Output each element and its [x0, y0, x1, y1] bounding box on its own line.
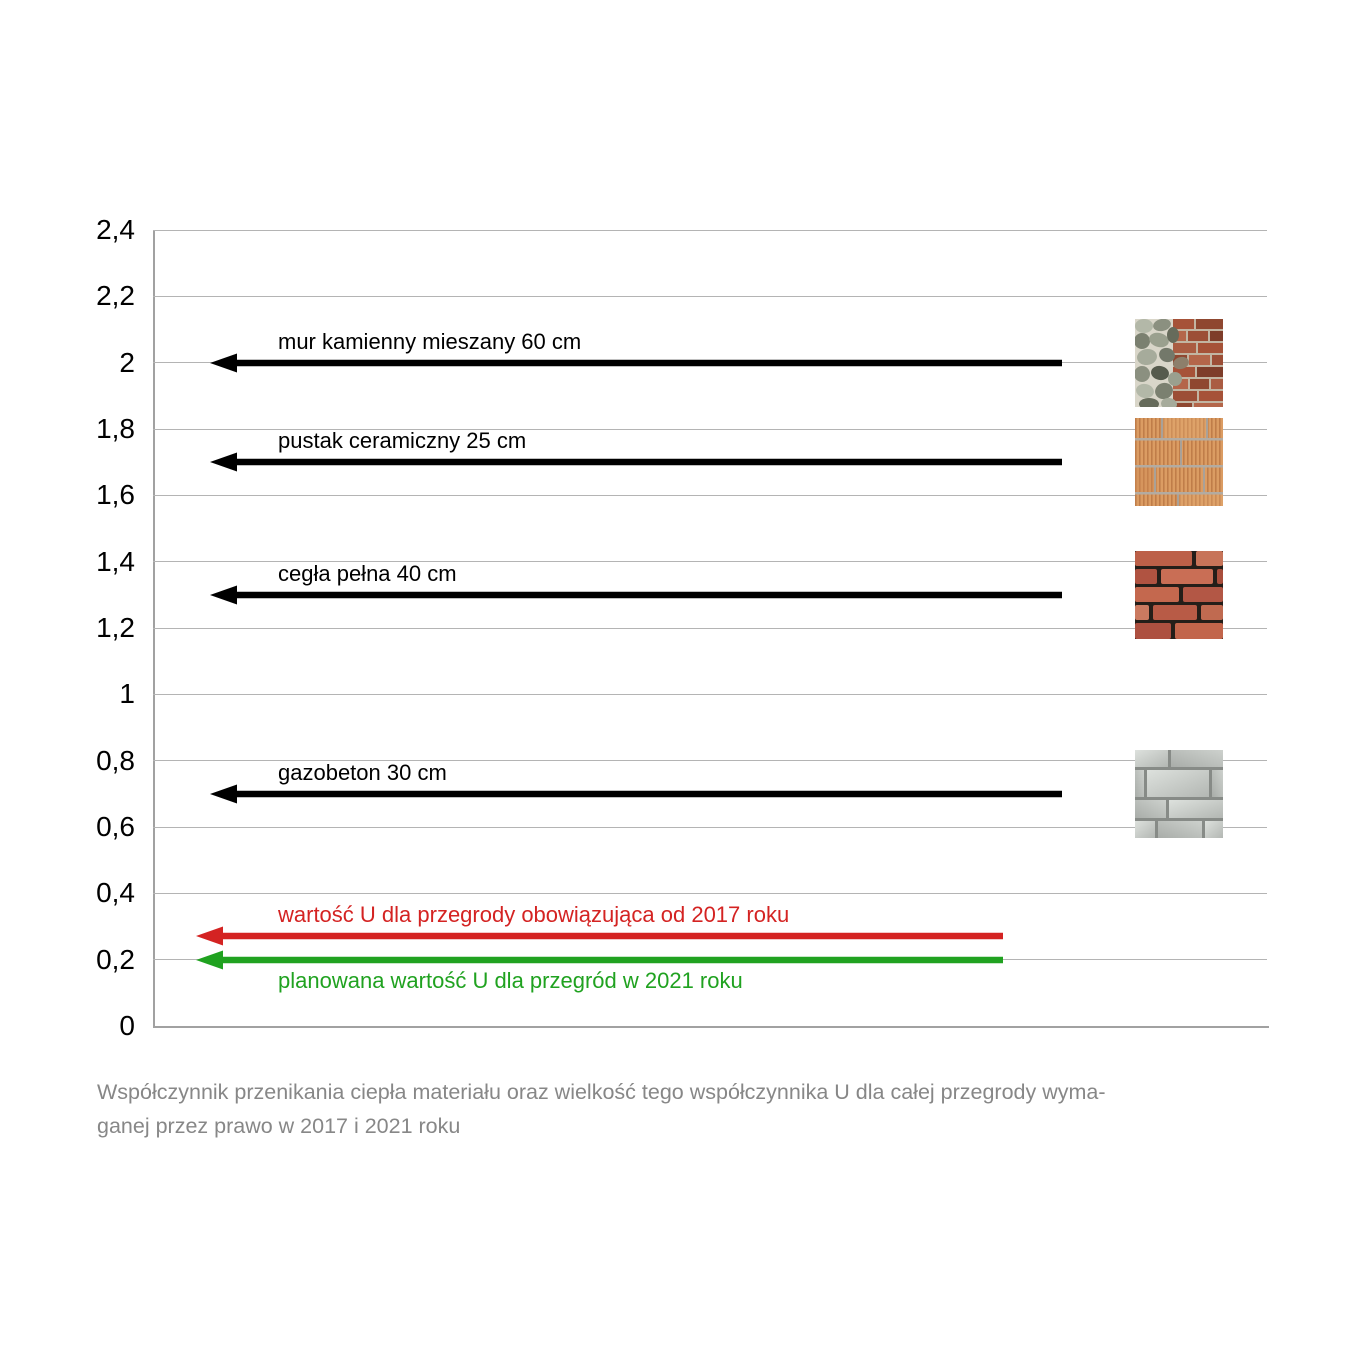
chart-caption — [97, 1075, 1327, 1143]
arrowhead-left-icon — [210, 784, 237, 803]
arrow-cegla-pelna — [210, 584, 1062, 606]
arrow-label-gazobeton: gazobeton 30 cm — [278, 759, 447, 785]
y-axis-tick-label: 0,4 — [96, 877, 135, 909]
arrowhead-left-icon — [210, 353, 237, 372]
y-axis-tick-label: 2 — [119, 346, 135, 378]
y-axis-tick-label: 0,2 — [96, 943, 135, 975]
y-axis-tick-label: 0,6 — [96, 811, 135, 842]
caption-line-1: Współczynnik przenikania ciepła materiału oraz wielkość tego współczynnika U dla całej przegrody wyma- — [97, 1080, 1106, 1104]
arrow-mur-kamienny — [210, 352, 1062, 374]
arrowhead-left-icon — [210, 453, 237, 472]
arrowhead-left-icon — [196, 950, 223, 969]
y-axis-tick-label: 2,4 — [96, 214, 135, 245]
y-axis-tick-label: 1,8 — [96, 413, 135, 444]
arrowhead-left-icon — [210, 585, 237, 604]
caption-line-2: ganej przez prawo w 2017 i 2021 roku — [97, 1114, 461, 1138]
y-axis-tick-label: 1 — [119, 678, 135, 710]
texture-pustak-ceramiczny — [1135, 418, 1223, 506]
y-axis-tick-label: 0 — [119, 1010, 135, 1041]
gridline — [153, 296, 1267, 297]
arrow-label-pustak-ceramiczny: pustak ceramiczny 25 cm — [278, 428, 527, 454]
gridline — [153, 694, 1267, 695]
arrow-u-2017 — [196, 925, 1003, 947]
y-axis-tick-label: 0,8 — [96, 744, 135, 776]
y-axis-tick-label: 2,2 — [96, 280, 135, 312]
gridline — [153, 495, 1267, 496]
arrow-label-u-2017: wartość U dla przegrody obowiązująca od 2017 roku — [278, 902, 790, 928]
arrow-label-mur-kamienny: mur kamienny mieszany 60 cm — [278, 328, 582, 354]
gridline — [153, 827, 1267, 828]
texture-gazobeton — [1135, 750, 1223, 838]
y-axis-tick-label: 1,4 — [96, 545, 135, 577]
stone-and-brick-mixed-wall-image — [1135, 319, 1223, 407]
texture-cegla-pelna — [1135, 551, 1223, 639]
texture-mur-kamienny-mieszany — [1135, 319, 1223, 407]
aerated-concrete-blocks-image — [1135, 750, 1223, 838]
y-axis-tick-label: 1,2 — [96, 612, 135, 643]
arrow-pustak-ceramiczny — [210, 451, 1062, 473]
gridline — [153, 893, 1267, 894]
gridline — [153, 628, 1267, 629]
solid-red-brick-image — [1135, 551, 1223, 639]
arrow-gazobeton — [210, 783, 1062, 805]
gridline — [153, 230, 1267, 231]
arrow-label-cegla-pelna: cegła pełna 40 cm — [278, 560, 457, 586]
ceramic-hollow-block-image — [1135, 418, 1223, 506]
arrow-label-u-2021: planowana wartość U dla przegród w 2021 roku — [278, 967, 743, 993]
y-axis-tick-label: 1,6 — [96, 479, 135, 511]
arrowhead-left-icon — [196, 927, 223, 946]
